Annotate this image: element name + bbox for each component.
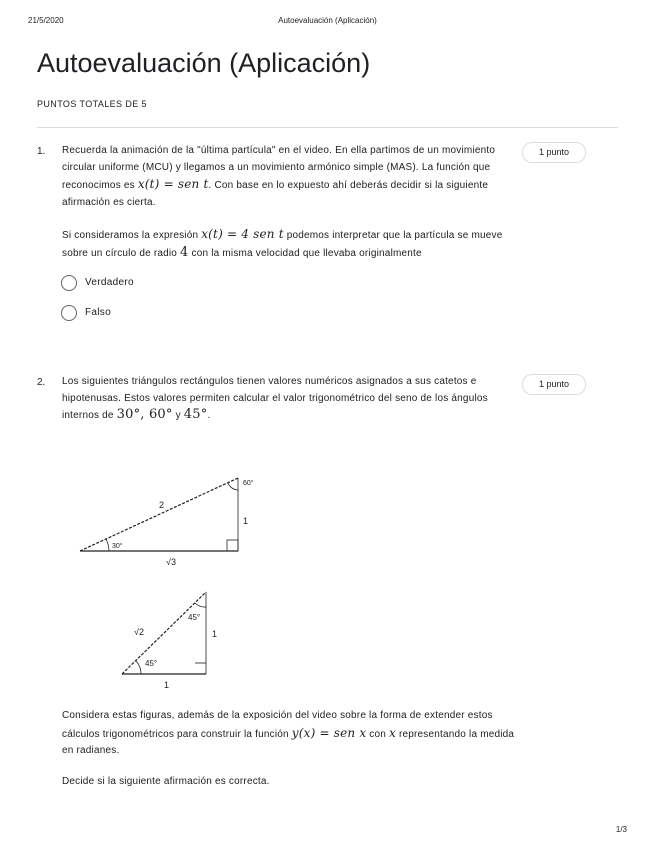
- t2-base-label: 1: [164, 680, 170, 690]
- text: representando la medida en radianes.: [62, 728, 515, 756]
- option-label: Verdadero: [85, 277, 134, 288]
- t2-angle-45b: 45°: [188, 613, 201, 622]
- math-expression: y(x) = sen x: [291, 725, 367, 740]
- text: Recuerda la animación de la "última partícula" en el video. En ella partimos de un movimiento circular uniforme (MCU) y llegamos a un movimiento armónico simple (MAS). La función que reconocimos es: [62, 145, 496, 191]
- print-doc-title: Autoevaluación (Aplicación): [278, 16, 377, 25]
- math-expression: x(t) = 4 sen t: [201, 227, 284, 241]
- question-2-prompt: Decide si la siguiente afirmación es correcta.: [62, 776, 270, 787]
- form-title: Autoevaluación (Aplicación): [37, 48, 371, 78]
- print-date: 21/5/2020: [28, 16, 64, 25]
- text: con la misma velocidad que llevaba originalmente: [188, 247, 422, 259]
- question-number: 1.: [37, 146, 46, 157]
- triangle-30-60: [80, 478, 238, 551]
- option-label: Falso: [85, 307, 111, 318]
- points-badge: 1 punto: [522, 374, 586, 395]
- text: Los siguientes triángulos rectángulos tienen valores numéricos asignados a sus catetos e hipotenusas. Estos valores permiten calcular el valor trigonométrico del seno de los ángulos internos de: [62, 376, 488, 421]
- math-expression: x(t) = sen t: [137, 177, 209, 191]
- text: . Con base en lo expuesto ahí deberás decidir si la siguiente afirmación es cierta.: [62, 180, 489, 208]
- t2-hyp-label: √2: [134, 627, 144, 637]
- t2-leg-label: 1: [212, 629, 218, 639]
- text: podemos interpretar que la partícula se mueve sobre un círculo de radio: [62, 230, 503, 259]
- question-number: 2.: [37, 377, 46, 388]
- text: y: [172, 410, 184, 421]
- total-points: PUNTOS TOTALES DE 5: [37, 99, 147, 109]
- t2-angle-45a: 45°: [145, 659, 158, 668]
- math-variable: x: [389, 725, 396, 740]
- t1-hyp-label: 2: [159, 500, 165, 510]
- page-number: 1/3: [615, 825, 627, 834]
- text: Considera estas figuras, además de la exposición del video sobre la forma de extender estos cálculos trigonométricos para construir la función: [62, 710, 493, 740]
- text: Si consideramos la expresión: [62, 230, 202, 241]
- math-expression: 45°: [183, 407, 208, 422]
- math-number: 4: [180, 244, 189, 260]
- points-badge: 1 punto: [522, 142, 586, 163]
- t1-angle-30: 30°: [112, 543, 123, 550]
- question-2-instructions: [62, 708, 522, 760]
- math-expression: 30°, 60°: [116, 407, 173, 422]
- text: con: [366, 728, 390, 740]
- text: .: [207, 410, 211, 421]
- t1-leg-label: 1: [243, 516, 249, 526]
- t1-angle-60: 60°: [243, 480, 254, 487]
- t1-base-label: √3: [166, 557, 176, 567]
